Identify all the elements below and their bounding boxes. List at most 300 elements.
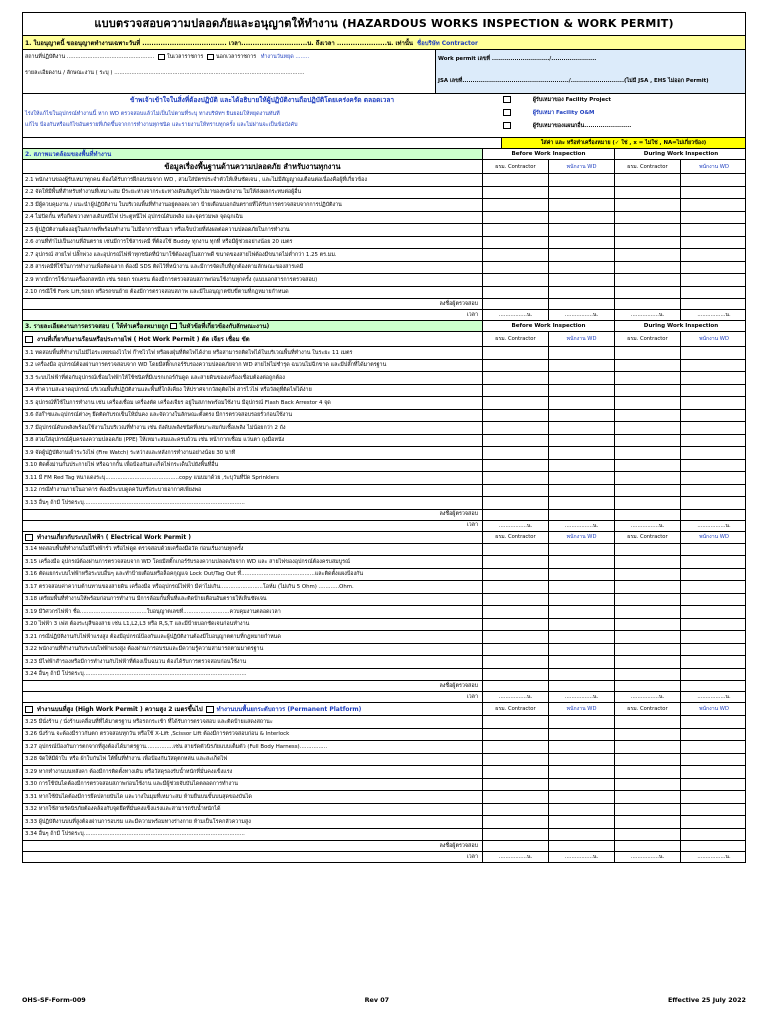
during-wd-check[interactable] xyxy=(681,656,747,668)
during-wd-check[interactable] xyxy=(681,262,747,274)
during-contractor-check[interactable] xyxy=(615,791,681,803)
before-wd-check[interactable] xyxy=(549,804,615,816)
owner-project-checkbox[interactable] xyxy=(503,96,511,103)
jsa-number-field[interactable]: JSA เลขที่..................................................../..........................(ไม่มี JSA , EHS ไม่ออก Permit) xyxy=(438,78,709,85)
during-wd-check[interactable] xyxy=(681,569,747,581)
before-contractor-check[interactable] xyxy=(483,485,549,497)
during-contractor-check[interactable] xyxy=(615,754,681,766)
during-wd-check[interactable] xyxy=(681,460,747,472)
during-wd-check[interactable] xyxy=(681,606,747,618)
section3-heading-tail: ในหัวข้อที่เกี่ยวข้องกับลักษณะงาน) xyxy=(179,323,270,330)
during-contractor-check[interactable] xyxy=(615,199,681,211)
signature-slot[interactable] xyxy=(483,299,549,309)
during-wd-check[interactable] xyxy=(681,397,747,409)
owner-fom-checkbox[interactable] xyxy=(503,109,511,116)
before-wd-check[interactable] xyxy=(549,274,615,286)
before-wd-check[interactable] xyxy=(549,581,615,593)
during-contractor-check[interactable] xyxy=(615,556,681,568)
before-wd-check[interactable] xyxy=(549,472,615,484)
before-contractor-check[interactable] xyxy=(483,397,549,409)
before-contractor-check[interactable] xyxy=(483,569,549,581)
inspector-signature-row xyxy=(22,299,746,310)
time-slot[interactable]: .................น. xyxy=(483,521,549,531)
during-inspection-head-2: During Work Inspection xyxy=(643,323,719,329)
height-sign xyxy=(22,841,746,863)
before-contractor-check[interactable] xyxy=(483,556,549,568)
before-inspection-head-2: Before Work Inspection xyxy=(483,321,615,331)
electrical-heading-text: ทำงานเกี่ยวกับระบบไฟฟ้า ( Electrical Work Permit ) xyxy=(37,534,192,541)
height-checkbox[interactable] xyxy=(25,706,33,713)
during-contractor-check[interactable] xyxy=(615,631,681,643)
before-wd-check[interactable] xyxy=(549,631,615,643)
during-contractor-check[interactable] xyxy=(615,249,681,261)
during-inspection-head: During Work Inspection xyxy=(643,151,719,157)
before-wd-check[interactable] xyxy=(549,187,615,199)
signature-slot[interactable] xyxy=(483,510,549,520)
electrical-items xyxy=(22,544,746,682)
before-wd-check[interactable] xyxy=(549,716,615,728)
electrical-heading xyxy=(23,532,483,543)
during-wd-check[interactable] xyxy=(681,556,747,568)
during-wd-check[interactable] xyxy=(681,249,747,261)
electrical-sign xyxy=(22,681,746,703)
during-contractor-check[interactable] xyxy=(615,422,681,434)
before-wd-check[interactable] xyxy=(549,435,615,447)
time-slot[interactable]: .................น. xyxy=(483,692,549,702)
during-wd-check[interactable] xyxy=(681,669,747,681)
time-slot[interactable]: .................น. xyxy=(615,521,681,531)
before-wd-check[interactable] xyxy=(549,656,615,668)
during-contractor-check[interactable] xyxy=(615,766,681,778)
before-wd-check[interactable] xyxy=(549,287,615,299)
before-wd-check[interactable] xyxy=(549,619,615,631)
during-wd-check[interactable] xyxy=(681,729,747,741)
during-contractor-check[interactable] xyxy=(615,397,681,409)
checklist-row xyxy=(22,385,746,398)
during-contractor-check[interactable] xyxy=(615,347,681,359)
form-code: OHS-SF-Form-009 xyxy=(22,996,86,1004)
during-contractor-check[interactable] xyxy=(615,212,681,224)
checklist-item-text: 2.5 ผู้ปฏิบัติงานต้องอยู่ในสภาพที่พร้อมทำงาน ไม่มีอาการมึนเมา หรือเจ็บป่วยที่ส่งผลต่อความปลอดภัยในการทำงาน xyxy=(23,224,483,236)
during-wd-check[interactable] xyxy=(681,347,747,359)
work-location-field[interactable]: สถานที่ปฏิบัติงาน ................................................... xyxy=(25,54,155,60)
checklist-item-text: 3.13 อื่นๆ ถ้ามี โปรดระบุ.............................................................................................. xyxy=(23,497,483,509)
before-inspection-head: Before Work Inspection xyxy=(483,149,615,159)
during-wd-check[interactable] xyxy=(681,212,747,224)
before-contractor-check[interactable] xyxy=(483,274,549,286)
inspector-signature-row xyxy=(22,841,746,852)
section3-heading-text: 3. รายละเอียดงานการตรวจสอบ ( ให้ทำเครื่องหมายถูก xyxy=(25,323,169,330)
before-contractor-check[interactable] xyxy=(483,594,549,606)
during-wd-check[interactable] xyxy=(681,274,747,286)
during-wd-check[interactable] xyxy=(681,816,747,828)
during-wd-check[interactable] xyxy=(681,791,747,803)
during-contractor-check[interactable] xyxy=(615,581,681,593)
inspection-time-row xyxy=(22,310,746,321)
before-contractor-check[interactable] xyxy=(483,619,549,631)
before-wd-check[interactable] xyxy=(549,347,615,359)
signature-slot[interactable] xyxy=(681,681,747,691)
electrical-checkbox[interactable] xyxy=(25,534,33,541)
during-wd-check[interactable] xyxy=(681,224,747,236)
section3-heading xyxy=(23,321,483,331)
during-contractor-check[interactable] xyxy=(615,360,681,372)
during-wd-check[interactable] xyxy=(681,544,747,556)
during-wd-check[interactable] xyxy=(681,237,747,249)
page-footer xyxy=(22,996,746,1004)
before-contractor-check[interactable] xyxy=(483,347,549,359)
before-wd-check[interactable] xyxy=(549,422,615,434)
out-hours-checkbox[interactable] xyxy=(207,54,214,60)
sign-label: เวลา xyxy=(23,692,483,702)
before-wd-check[interactable] xyxy=(549,262,615,274)
before-contractor-check[interactable] xyxy=(483,631,549,643)
checklist-row xyxy=(22,741,746,754)
before-wd-check[interactable] xyxy=(549,669,615,681)
checklist-item-text: 3.2 เครื่องมือ อุปกรณ์ต้องผ่านการตรวจสอบจาก WD โดยมีสติ๊กเกอร์รับรองความปลอดภัยจาก WD สายไฟไม่ชำรุด ฉนวนไม่ฉีกขาด และมีปลั๊กที่ได้มาตรฐาน xyxy=(23,360,483,372)
before-contractor-check[interactable] xyxy=(483,766,549,778)
checklist-item-text: 3.26 นั่งร้าน จะต้องมีราวกันตก ตรวจสอบทุกวัน หรือใช้ X-Lift ,Scissor Lift ต้องมีการตรวจสอบก่อน & Interlock xyxy=(23,729,483,741)
during-contractor-check[interactable] xyxy=(615,237,681,249)
time-slot[interactable]: .................น. xyxy=(615,692,681,702)
during-contractor-check[interactable] xyxy=(615,544,681,556)
before-wd-check[interactable] xyxy=(549,212,615,224)
checklist-item-text: 2.6 งานที่ทำไม่เป็นงานที่อันตราย เช่นมีการใช้สารเคมี ที่ต้องใช้ Buddy ทุกงาน ทุกที่ หรือมีผู้ช่วยอย่างน้อย 20 เมตร xyxy=(23,237,483,249)
during-contractor-check[interactable] xyxy=(615,385,681,397)
before-contractor-check[interactable] xyxy=(483,174,549,186)
checklist-item-text: 2.4 ไม่ปิดกั้น หรือกีดขวางทางเดินหนีไฟ ประตูหนีไฟ อุปกรณ์ดับเพลิง และจุดรวมพล จุดฉุกเฉิน xyxy=(23,212,483,224)
before-contractor-check[interactable] xyxy=(483,754,549,766)
during-wd-check[interactable] xyxy=(681,619,747,631)
before-wd-check[interactable] xyxy=(549,644,615,656)
during-contractor-check[interactable] xyxy=(615,187,681,199)
elec-before-wd-head: พนักงาน WD xyxy=(549,532,615,543)
before-wd-check[interactable] xyxy=(549,729,615,741)
checklist-item-text: 2.7 อุปกรณ์ สายไฟ ปลั๊กพ่วง และอุปกรณ์ไฟฟ้าทุกชนิดที่นำมาใช้ต้องอยู่ในสภาพดี ขนาดของสายไฟต้องมีขนาดไม่ต่ำกว่า 1.25 ตร.มม. xyxy=(23,249,483,261)
during-wd-check[interactable] xyxy=(681,804,747,816)
during-wd-check[interactable] xyxy=(681,644,747,656)
checklist-row xyxy=(22,619,746,632)
before-contractor-check[interactable] xyxy=(483,187,549,199)
before-wd-check[interactable] xyxy=(549,791,615,803)
during-contractor-check[interactable] xyxy=(615,485,681,497)
during-contractor-check[interactable] xyxy=(615,804,681,816)
during-contractor-head: ผรม. Contractor xyxy=(615,160,681,173)
before-wd-check[interactable] xyxy=(549,385,615,397)
before-wd-check[interactable] xyxy=(549,556,615,568)
during-wd-check[interactable] xyxy=(681,410,747,422)
during-contractor-check[interactable] xyxy=(615,779,681,791)
during-contractor-check[interactable] xyxy=(615,224,681,236)
before-contractor-check[interactable] xyxy=(483,422,549,434)
before-wd-check[interactable] xyxy=(549,447,615,459)
during-contractor-check[interactable] xyxy=(615,656,681,668)
during-contractor-check[interactable] xyxy=(615,372,681,384)
before-wd-check[interactable] xyxy=(549,754,615,766)
permit-form xyxy=(22,12,746,997)
before-wd-check[interactable] xyxy=(549,741,615,753)
during-contractor-check[interactable] xyxy=(615,447,681,459)
before-contractor-check[interactable] xyxy=(483,741,549,753)
during-wd-check[interactable] xyxy=(681,447,747,459)
hot-work-items xyxy=(22,347,746,510)
during-contractor-check[interactable] xyxy=(615,497,681,509)
during-wd-check[interactable] xyxy=(681,187,747,199)
before-wd-check[interactable] xyxy=(549,174,615,186)
time-slot[interactable]: .................น. xyxy=(549,852,615,862)
during-wd-head: พนักงาน WD xyxy=(699,163,729,170)
before-contractor-check[interactable] xyxy=(483,779,549,791)
checklist-row xyxy=(22,410,746,423)
during-wd-check[interactable] xyxy=(681,716,747,728)
before-contractor-check[interactable] xyxy=(483,224,549,236)
signature-slot[interactable] xyxy=(549,841,615,851)
before-contractor-check[interactable] xyxy=(483,199,549,211)
time-slot[interactable]: .................น. xyxy=(549,310,615,320)
during-contractor-check[interactable] xyxy=(615,729,681,741)
during-wd-check[interactable] xyxy=(681,199,747,211)
before-wd-check[interactable] xyxy=(549,410,615,422)
checklist-item-text: 3.6 ถังก๊าซและอุปกรณ์ต่างๆ ยึดติดกับรถเข็นให้มั่นคง และจัดวางในลักษณะตั้งตรง มีการตรวจสอบรอยรั่วก่อนใช้งาน xyxy=(23,410,483,422)
before-wd-check[interactable] xyxy=(549,199,615,211)
sign-label: ลงชื่อผู้ตรวจสอบ xyxy=(23,841,483,851)
before-wd-check[interactable] xyxy=(549,249,615,261)
form-title: แบบตรวจสอบความปลอดภัยและอนุญาตให้ทำงาน (HAZARDOUS WORKS INSPECTION & WORK PERMIT) xyxy=(22,12,746,36)
during-wd-check[interactable] xyxy=(681,372,747,384)
sign-label: ลงชื่อผู้ตรวจสอบ xyxy=(23,681,483,691)
before-wd-check[interactable] xyxy=(549,460,615,472)
signature-slot[interactable] xyxy=(615,681,681,691)
signature-slot[interactable] xyxy=(615,510,681,520)
during-wd-check[interactable] xyxy=(681,497,747,509)
before-wd-check[interactable] xyxy=(549,816,615,828)
before-wd-check[interactable] xyxy=(549,544,615,556)
platform-checkbox[interactable] xyxy=(206,706,214,713)
time-slot[interactable]: .................น. xyxy=(549,692,615,702)
time-slot[interactable]: .................น. xyxy=(615,310,681,320)
checklist-row xyxy=(22,544,746,557)
before-wd-check[interactable] xyxy=(549,606,615,618)
time-slot[interactable]: .................น. xyxy=(483,852,549,862)
work-permit-number-field[interactable]: Work permit เลขที่ ............................/...................... xyxy=(438,56,597,62)
during-contractor-check[interactable] xyxy=(615,569,681,581)
time-slot[interactable]: .................น. xyxy=(697,522,731,529)
checklist-row xyxy=(22,174,746,187)
hot-work-checkbox[interactable] xyxy=(25,336,33,343)
during-contractor-check[interactable] xyxy=(615,716,681,728)
during-contractor-check[interactable] xyxy=(615,410,681,422)
during-wd-check[interactable] xyxy=(681,485,747,497)
signature-slot[interactable] xyxy=(483,681,549,691)
checklist-item-text: 3.16 ตัดแยกระบบไฟฟ้าหรือระบบอื่นๆ และทำป้ายเตือนหรือล็อคกุญแจ Lock Out/Tag Out ที่...........................................และติดตั้งแผงป้องกัน xyxy=(23,569,483,581)
signature-slot[interactable] xyxy=(615,299,681,309)
during-wd-check[interactable] xyxy=(681,435,747,447)
before-contractor-check[interactable] xyxy=(483,829,549,841)
before-contractor-check[interactable] xyxy=(483,435,549,447)
before-wd-check[interactable] xyxy=(549,397,615,409)
before-wd-check[interactable] xyxy=(549,569,615,581)
checklist-item-text: 3.20 ไฟฟ้า 3 เฟส ต้องระบุสีของสาย เช่น L1,L2,L3 หรือ R,S,T และมีป้ายบอกชัดเจนก่อนทำงาน xyxy=(23,619,483,631)
before-contractor-check[interactable] xyxy=(483,472,549,484)
before-wd-check[interactable] xyxy=(549,594,615,606)
sign-label: ลงชื่อผู้ตรวจสอบ xyxy=(23,510,483,520)
during-wd-check[interactable] xyxy=(681,422,747,434)
checklist-item-text: 3.25 มีนั่งร้าน / นั่งร้านเคลื่อนที่ที่ได้มาตรฐาน หรือรถกระเช้า ที่ได้รับการตรวจสอบ และติดป้ายแสดงสถานะ xyxy=(23,716,483,728)
before-contractor-check[interactable] xyxy=(483,287,549,299)
during-wd-check[interactable] xyxy=(681,754,747,766)
checklist-item-text: 3.17 ตรวจสอบค่าความต้านทานของสายดิน เครื่องมือ หรืออุปกรณ์ไฟฟ้า มีค่าไม่เกิน.........................โอห์ม (ไม่เกิน 5 Ohm) ............Ohm. xyxy=(23,581,483,593)
owner-other-checkbox[interactable] xyxy=(503,122,511,129)
signature-slot[interactable] xyxy=(681,510,747,520)
before-wd-check[interactable] xyxy=(549,779,615,791)
during-contractor-check[interactable] xyxy=(615,644,681,656)
before-wd-check[interactable] xyxy=(549,360,615,372)
before-wd-check[interactable] xyxy=(549,237,615,249)
during-wd-check[interactable] xyxy=(681,779,747,791)
height-before-wd-head: พนักงาน WD xyxy=(549,703,615,715)
checklist-row xyxy=(22,779,746,792)
checklist-row xyxy=(22,447,746,460)
height-during-wd-head: พนักงาน WD xyxy=(699,706,729,712)
during-wd-check[interactable] xyxy=(681,174,747,186)
checklist-item-text: 3.19 มีวิศวกรไฟฟ้า ชื่อ.......................................ใบอนุญาตเลขที่...........................ควบคุมงานตลอดเวลา xyxy=(23,606,483,618)
checklist-item-text: 3.14 ทดสอบพื้นที่ทำงานไม่มีไฟฟ้ารั่ว หรือไฟดูด ตรวจสอบด้วยเครื่องมือวัด ก่อนเริ่มงานทุกครั้ง xyxy=(23,544,483,556)
time-slot[interactable]: .................น. xyxy=(697,312,731,318)
time-slot[interactable]: .................น. xyxy=(483,310,549,320)
before-wd-check[interactable] xyxy=(549,829,615,841)
before-contractor-check[interactable] xyxy=(483,237,549,249)
before-contractor-check[interactable] xyxy=(483,791,549,803)
during-wd-check[interactable] xyxy=(681,287,747,299)
during-wd-check[interactable] xyxy=(681,631,747,643)
checklist-item-text: 3.10 ติดตั้งม่านกั้นประกายไฟ หรือฉากกั้น เพื่อป้องกันสะเก็ดไฟกระเด็นไปยังพื้นที่อื่น xyxy=(23,460,483,472)
before-contractor-check[interactable] xyxy=(483,716,549,728)
checklist-item-text: 3.29 หากทำงานบนหลังคา ต้องมีการติดตั้งทางเดิน หรือวัสดุรองรับน้ำหนักที่มั่นคงแข็งแรง xyxy=(23,766,483,778)
during-contractor-check[interactable] xyxy=(615,606,681,618)
checklist-row xyxy=(22,829,746,842)
before-contractor-check[interactable] xyxy=(483,447,549,459)
signature-slot[interactable] xyxy=(681,841,747,851)
elec-during-contractor-head: ผรม. Contractor xyxy=(615,532,681,543)
before-contractor-check[interactable] xyxy=(483,656,549,668)
height-head-row xyxy=(22,703,746,716)
before-wd-check[interactable] xyxy=(549,497,615,509)
before-contractor-check[interactable] xyxy=(483,262,549,274)
before-contractor-check[interactable] xyxy=(483,372,549,384)
height-heading-text: ทำงานบนที่สูง (High Work Permit ) ความสูง 2 เมตรขึ้นไป xyxy=(37,706,203,713)
before-contractor-check[interactable] xyxy=(483,606,549,618)
during-contractor-check[interactable] xyxy=(615,287,681,299)
during-contractor-check[interactable] xyxy=(615,472,681,484)
sign-label: เวลา xyxy=(23,310,483,320)
during-contractor-check[interactable] xyxy=(615,460,681,472)
before-contractor-check[interactable] xyxy=(483,460,549,472)
hot-during-wd-head: พนักงาน WD xyxy=(699,336,729,342)
time-slot[interactable]: .................น. xyxy=(549,521,615,531)
before-contractor-check[interactable] xyxy=(483,729,549,741)
signature-slot[interactable] xyxy=(549,299,615,309)
before-contractor-check[interactable] xyxy=(483,360,549,372)
checklist-item-text: 3.31 หากใช้บันไดต้องมีการยึดปลายบันได และวางในมุมที่เหมาะสม ห้ามยืนบนขั้นบนสุดของบันได xyxy=(23,791,483,803)
during-wd-check[interactable] xyxy=(681,741,747,753)
before-contractor-check[interactable] xyxy=(483,212,549,224)
in-hours-checkbox[interactable] xyxy=(158,54,165,60)
during-contractor-check[interactable] xyxy=(615,619,681,631)
during-contractor-check[interactable] xyxy=(615,274,681,286)
checklist-row xyxy=(22,631,746,644)
during-wd-check[interactable] xyxy=(681,766,747,778)
during-contractor-check[interactable] xyxy=(615,262,681,274)
hot-work-heading xyxy=(23,332,483,346)
signature-slot[interactable] xyxy=(681,299,747,309)
checklist-item-text: 3.9 จัดผู้ปฏิบัติงานเฝ้าระวังไฟ (Fire Watch) ระหว่างและหลังการทำงานอย่างน้อย 30 นาที xyxy=(23,447,483,459)
inspector-signature-row xyxy=(22,510,746,521)
before-contractor-check[interactable] xyxy=(483,581,549,593)
during-wd-check[interactable] xyxy=(681,472,747,484)
before-contractor-check[interactable] xyxy=(483,249,549,261)
during-contractor-check[interactable] xyxy=(615,829,681,841)
in-hours-label: ในเวลาราชการ xyxy=(166,54,204,60)
work-description-field[interactable]: รายละเอียดงาน / ลักษณะงาน ( ระบุ ) ............................................................................................................... xyxy=(25,70,305,77)
during-wd-check[interactable] xyxy=(681,360,747,372)
before-contractor-check[interactable] xyxy=(483,385,549,397)
checklist-item-text: 3.1 ทดสอบพื้นที่ทำงานไม่มีไอระเหยของไวไฟ ก๊าซไวไฟ หรือผงฝุ่นที่ติดไฟได้ง่าย หรือสามารถติดไฟได้ในบริเวณพื้นที่ทำงาน ในระยะ 11 เมตร xyxy=(23,347,483,359)
inspection-time-row xyxy=(22,852,746,863)
before-contractor-check[interactable] xyxy=(483,497,549,509)
before-contractor-check[interactable] xyxy=(483,544,549,556)
elec-before-contractor-head: ผรม. Contractor xyxy=(483,532,549,543)
during-contractor-check[interactable] xyxy=(615,174,681,186)
during-contractor-check[interactable] xyxy=(615,435,681,447)
during-wd-check[interactable] xyxy=(681,829,747,841)
during-contractor-check[interactable] xyxy=(615,669,681,681)
signature-slot[interactable] xyxy=(549,510,615,520)
time-slot[interactable]: .................น. xyxy=(615,852,681,862)
signature-slot[interactable] xyxy=(615,841,681,851)
during-wd-check[interactable] xyxy=(681,385,747,397)
during-wd-check[interactable] xyxy=(681,594,747,606)
before-wd-check[interactable] xyxy=(549,766,615,778)
checklist-row xyxy=(22,669,746,682)
before-wd-check[interactable] xyxy=(549,485,615,497)
signature-slot[interactable] xyxy=(549,681,615,691)
during-contractor-check[interactable] xyxy=(615,741,681,753)
signature-slot[interactable] xyxy=(483,841,549,851)
during-wd-check[interactable] xyxy=(681,581,747,593)
before-contractor-check[interactable] xyxy=(483,804,549,816)
before-contractor-check[interactable] xyxy=(483,410,549,422)
before-contractor-check[interactable] xyxy=(483,644,549,656)
checklist-row xyxy=(22,791,746,804)
section2-subheading: ข้อมูลเรื่องพื้นฐานด้านความปลอดภัย สำหรับงานทุกงาน xyxy=(23,160,483,173)
before-contractor-check[interactable] xyxy=(483,816,549,828)
checklist-row xyxy=(22,372,746,385)
checklist-item-text: 3.15 เครื่องมือ อุปกรณ์ต้องผ่านการตรวจสอบจาก WD โดยมีสติ๊กเกอร์รับรองความปลอดภัยจาก WD และ สายไฟของอุปกรณ์ต้องครบสมบูรณ์ xyxy=(23,556,483,568)
pledge-block xyxy=(22,94,746,138)
time-slot[interactable]: .................น. xyxy=(697,694,731,700)
inspector-signature-row xyxy=(22,681,746,692)
before-wd-check[interactable] xyxy=(549,224,615,236)
time-slot[interactable]: .................น. xyxy=(697,854,731,860)
before-contractor-check[interactable] xyxy=(483,669,549,681)
section2-subhead-row xyxy=(22,160,746,174)
during-contractor-check[interactable] xyxy=(615,594,681,606)
checklist-row xyxy=(22,569,746,582)
during-contractor-check[interactable] xyxy=(615,816,681,828)
checklist-item-text: 2.1 พนักงานของผู้รับเหมาทุกคน ต้องได้รับการฝึกอบรมจาก WD , สวมใส่บัตรประจำตัวให้เห็นชัดเจน , และไม่มีสัญญาณเตือนต่อเนื่องคือผู้ที่เกี่ยวข้อง xyxy=(23,174,483,186)
height-before-contractor-head: ผรม. Contractor xyxy=(483,703,549,715)
before-wd-check[interactable] xyxy=(549,372,615,384)
